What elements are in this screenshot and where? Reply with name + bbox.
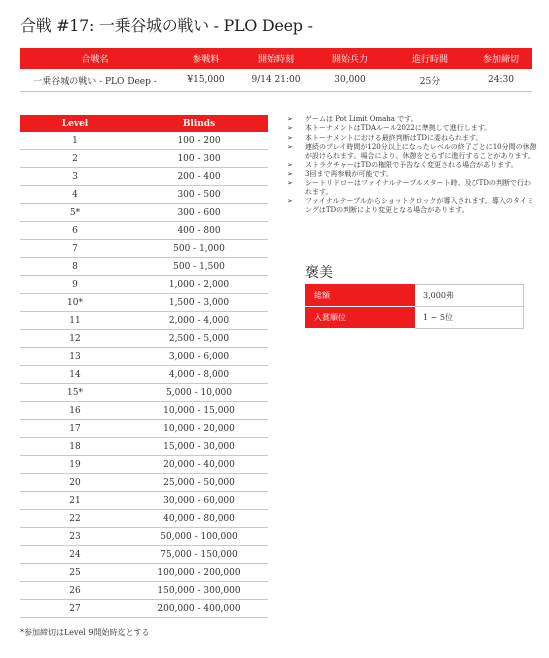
blinds-row xyxy=(20,240,268,258)
info-value-row xyxy=(20,69,532,92)
blinds-row xyxy=(20,420,268,438)
blinds-value-cell: 300 - 600 xyxy=(130,204,268,222)
blinds-value-cell: 10,000 - 20,000 xyxy=(130,420,268,438)
blinds-value-cell: 300 - 500 xyxy=(130,186,268,204)
info-header-start-stack: 開始兵力 xyxy=(310,48,390,69)
prize-places-label: 入賞順位 xyxy=(306,307,415,329)
rule-item xyxy=(287,197,537,214)
info-header-fee: 参戦料 xyxy=(170,48,242,69)
blinds-value-cell: 500 - 1,000 xyxy=(130,240,268,258)
blinds-level-cell: 23 xyxy=(20,528,130,546)
info-header-start-time: 開始時刻 xyxy=(242,48,310,69)
blinds-row xyxy=(20,132,268,150)
rule-text: ストラクチャーはTDの権限で予告なく変更される場合があります。 xyxy=(305,160,518,169)
blinds-row xyxy=(20,438,268,456)
rule-text: 3回まで再参戦が可能です。 xyxy=(305,170,393,179)
blinds-row xyxy=(20,294,268,312)
arrow-bullet-icon: ➢ xyxy=(287,179,293,188)
blinds-value-cell: 200,000 - 400,000 xyxy=(130,600,268,618)
info-header-name: 合戦名 xyxy=(20,48,170,69)
info-header-level-time: 進行時間 xyxy=(390,48,470,69)
blinds-row xyxy=(20,456,268,474)
rule-item xyxy=(287,143,537,160)
blinds-level-cell: 24 xyxy=(20,546,130,564)
rule-item xyxy=(287,179,537,196)
blinds-value-cell: 10,000 - 15,000 xyxy=(130,402,268,420)
blinds-row xyxy=(20,186,268,204)
blinds-level-cell: 8 xyxy=(20,258,130,276)
blinds-level-cell: 15* xyxy=(20,384,130,402)
blinds-level-cell: 7 xyxy=(20,240,130,258)
rule-item xyxy=(287,134,537,143)
blinds-value-cell: 500 - 1,500 xyxy=(130,258,268,276)
blinds-level-cell: 25 xyxy=(20,564,130,582)
blinds-value-cell: 1,000 - 2,000 xyxy=(130,276,268,294)
blinds-value-cell: 1,500 - 3,000 xyxy=(130,294,268,312)
rule-item xyxy=(287,170,537,179)
blinds-level-cell: 12 xyxy=(20,330,130,348)
blinds-level-cell: 20 xyxy=(20,474,130,492)
prize-total-value: 3,000弗 xyxy=(415,285,524,307)
blinds-level-cell: 6 xyxy=(20,222,130,240)
blinds-value-cell: 50,000 - 100,000 xyxy=(130,528,268,546)
tournament-info-table xyxy=(20,48,532,92)
arrow-bullet-icon: ➢ xyxy=(287,160,293,169)
blinds-level-cell: 9 xyxy=(20,276,130,294)
prize-table xyxy=(305,284,524,329)
blinds-row xyxy=(20,348,268,366)
blinds-row xyxy=(20,168,268,186)
arrow-bullet-icon: ➢ xyxy=(287,197,293,206)
rule-text: 本トーナメントにおける最終判断はTDに委ねられます。 xyxy=(305,133,483,142)
blinds-value-cell: 2,000 - 4,000 xyxy=(130,312,268,330)
blinds-value-cell: 400 - 800 xyxy=(130,222,268,240)
prize-row-places xyxy=(306,307,524,329)
blinds-row xyxy=(20,366,268,384)
blinds-level-cell: 21 xyxy=(20,492,130,510)
blinds-level-cell: 1 xyxy=(20,132,130,150)
blinds-level-cell: 10* xyxy=(20,294,130,312)
blinds-value-cell: 15,000 - 30,000 xyxy=(130,438,268,456)
page-title: 合戦 #17: 一乗谷城の戦い - PLO Deep - xyxy=(20,16,313,35)
blinds-row xyxy=(20,204,268,222)
blinds-value-cell: 40,000 - 80,000 xyxy=(130,510,268,528)
blinds-body xyxy=(20,132,268,618)
blinds-level-cell: 27 xyxy=(20,600,130,618)
blinds-level-cell: 13 xyxy=(20,348,130,366)
blinds-header-blinds: Blinds xyxy=(130,115,268,132)
rule-text: 本トーナメントはTDAルール2022に準拠して進行します。 xyxy=(305,124,492,133)
blinds-value-cell: 20,000 - 40,000 xyxy=(130,456,268,474)
blinds-level-cell: 18 xyxy=(20,438,130,456)
blinds-row xyxy=(20,312,268,330)
rules-list xyxy=(287,115,537,215)
prize-title: 褒美 xyxy=(305,265,333,281)
rule-item xyxy=(287,124,537,133)
blinds-row xyxy=(20,384,268,402)
blinds-row xyxy=(20,564,268,582)
blinds-value-cell: 200 - 400 xyxy=(130,168,268,186)
info-header-late-reg: 参加締切 xyxy=(470,48,532,69)
rule-text: ゲームは Pot Limit Omaha です。 xyxy=(305,115,418,123)
blinds-level-cell: 22 xyxy=(20,510,130,528)
blinds-value-cell: 150,000 - 300,000 xyxy=(130,582,268,600)
late-registration-footnote: *参加締切はLevel 9開始時迄とする xyxy=(20,628,150,637)
blinds-level-cell: 17 xyxy=(20,420,130,438)
blinds-row xyxy=(20,330,268,348)
info-value-name: 一乗谷城の戦い - PLO Deep - xyxy=(20,69,170,92)
blinds-row xyxy=(20,600,268,618)
blinds-value-cell: 4,000 - 8,000 xyxy=(130,366,268,384)
blinds-value-cell: 100 - 200 xyxy=(130,132,268,150)
arrow-bullet-icon: ➢ xyxy=(287,133,293,142)
blinds-row xyxy=(20,222,268,240)
blinds-row xyxy=(20,402,268,420)
blinds-value-cell: 75,000 - 150,000 xyxy=(130,546,268,564)
rule-text: ファイナルテーブルからショットクロックが導入されます。導入のタイミングはTDの判断により変更となる場合があります。 xyxy=(305,197,534,215)
arrow-bullet-icon: ➢ xyxy=(287,115,293,123)
blinds-level-cell: 11 xyxy=(20,312,130,330)
blinds-value-cell: 100 - 300 xyxy=(130,150,268,168)
blinds-row xyxy=(20,582,268,600)
info-value-level-time: 25分 xyxy=(390,69,470,92)
info-value-start-time: 9/14 21:00 xyxy=(242,69,310,92)
blinds-row xyxy=(20,492,268,510)
blinds-row xyxy=(20,510,268,528)
rule-item xyxy=(287,161,537,170)
blinds-level-cell: 16 xyxy=(20,402,130,420)
blinds-value-cell: 3,000 - 6,000 xyxy=(130,348,268,366)
blinds-level-cell: 3 xyxy=(20,168,130,186)
rule-text: シートリドローはファイナルテーブルスタート時、及びTDの判断で行われます。 xyxy=(305,179,531,197)
blinds-level-cell: 19 xyxy=(20,456,130,474)
info-header-row xyxy=(20,48,532,69)
blinds-row xyxy=(20,546,268,564)
blinds-row xyxy=(20,474,268,492)
blinds-level-cell: 2 xyxy=(20,150,130,168)
blinds-header-level: Level xyxy=(20,115,130,132)
info-value-fee: ¥15,000 xyxy=(170,69,242,92)
blinds-level-cell: 4 xyxy=(20,186,130,204)
info-value-start-stack: 30,000 xyxy=(310,69,390,92)
rule-text: 連続のプレイ時間が120分以上になったレベルの終了ごとに10分間の休憩が設けられます。場合により、休憩をとらずに進行することがあります。 xyxy=(305,142,537,160)
blinds-value-cell: 2,500 - 5,000 xyxy=(130,330,268,348)
blinds-table xyxy=(20,115,268,618)
arrow-bullet-icon: ➢ xyxy=(287,170,293,179)
blinds-value-cell: 100,000 - 200,000 xyxy=(130,564,268,582)
prize-places-value: 1 ~ 5位 xyxy=(415,307,524,329)
prize-row-total xyxy=(306,285,524,307)
blinds-row xyxy=(20,276,268,294)
arrow-bullet-icon: ➢ xyxy=(287,124,293,133)
blinds-level-cell: 14 xyxy=(20,366,130,384)
blinds-row xyxy=(20,150,268,168)
info-value-late-reg: 24:30 xyxy=(470,69,532,92)
blinds-value-cell: 5,000 - 10,000 xyxy=(130,384,268,402)
blinds-row xyxy=(20,528,268,546)
prize-total-label: 総額 xyxy=(306,285,415,307)
blinds-level-cell: 26 xyxy=(20,582,130,600)
rule-item xyxy=(287,115,537,124)
blinds-row xyxy=(20,258,268,276)
blinds-value-cell: 25,000 - 50,000 xyxy=(130,474,268,492)
blinds-level-cell: 5* xyxy=(20,204,130,222)
blinds-header-row xyxy=(20,115,268,132)
arrow-bullet-icon: ➢ xyxy=(287,142,293,151)
blinds-value-cell: 30,000 - 60,000 xyxy=(130,492,268,510)
